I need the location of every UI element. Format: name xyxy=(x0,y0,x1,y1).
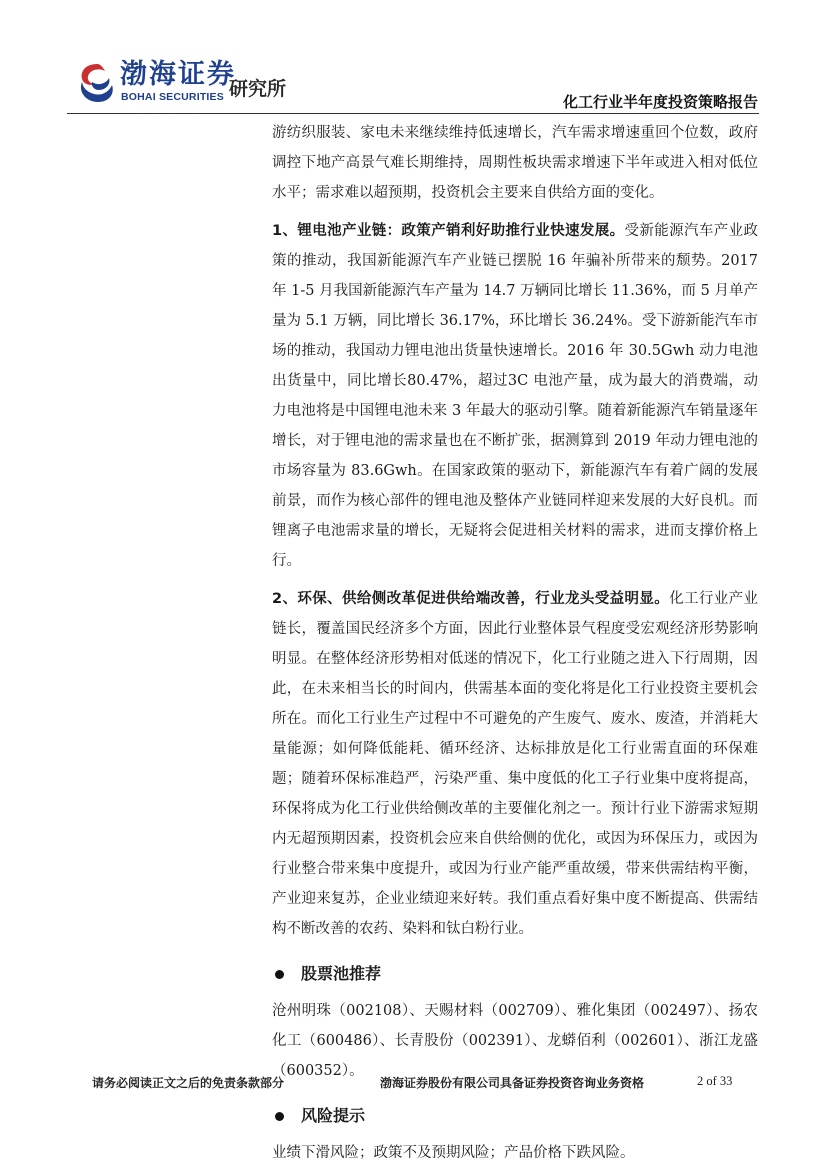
bohai-logo-icon xyxy=(78,62,116,104)
environment-text: 化工行业产业链长，覆盖国民经济多个方面，因此行业整体景气程度受宏观经济形势影响明显。在整体经济形势相对低迷的情况下，化工行业随之进入下行周期，因此，在未来相当长的时间内，供需基本面的变化将是化工行业投资主要机会所在。而化工行业生产过程中不可避免的产生废气、废水、废渣，并消耗大量能源；如何降低能耗、循环经济、达标排放是化工行业需直面的环保难题；随着环保标准趋严，污染严重、集中度低的化工子行业集中度将提高，环保将成为化工行业供给侧改革的主要催化剂之一。预计行业下游需求短期内无超预期因素，投资机会应来自供给侧的优化，或因为环保压力，或因为行业整合带来集中度提升，或因为行业产能严重故缓，带来供需结构平衡，产业迎来复苏，企业业绩迎来好转。我们重点看好集中度不断提高、供需结构不断改善的农药、染料和钛白粉行业。 xyxy=(272,591,759,937)
report-title: 化工行业半年度投资策略报告 xyxy=(562,93,758,111)
bullet-icon xyxy=(275,1112,284,1121)
logo-chinese-name: 渤海证券 xyxy=(120,59,236,90)
lithium-paragraph xyxy=(272,216,758,576)
risk-title: 风险提示 xyxy=(301,1106,366,1125)
risk-text: 业绩下滑风险；政策不及预期风险；产品价格下跌风险。 xyxy=(272,1145,635,1161)
logo-english-name: BOHAI SECURITIES xyxy=(121,91,224,103)
lithium-heading: 1、锂电池产业链：政策产销利好助推行业快速发展。 xyxy=(272,223,625,239)
header-divider xyxy=(67,113,759,114)
stock-pool-title: 股票池推荐 xyxy=(301,964,382,983)
institute-name: 研究所 xyxy=(229,78,287,100)
company-logo xyxy=(78,60,298,108)
footer-qualification: 渤海证券股份有限公司具备证券投资咨询业务资格 xyxy=(380,1076,645,1090)
environment-paragraph xyxy=(272,584,758,944)
bullet-icon xyxy=(275,970,284,979)
main-content xyxy=(272,118,758,1168)
stock-pool-section-header xyxy=(272,960,758,990)
footer-disclaimer: 请务必阅读正文之后的免责条款部分 xyxy=(92,1076,285,1090)
intro-paragraph: 游纺织服装、家电未来继续维持低速增长，汽车需求增速重回个位数，政府调控下地产高景气难长期维持，周期性板块需求增速下半年或进入相对低位水平；需求难以超预期，投资机会主要来自供给方面的变化。 xyxy=(272,125,758,201)
environment-heading: 2、环保、供给侧改革促进供给端改善，行业龙头受益明显。 xyxy=(272,591,670,607)
stock-pool-text: 沧州明珠（002108）、天赐材料（002709）、雅化集团（002497）、扬农化工（600486）、长青股份（002391）、龙蟒佰利（002601）、浙江龙盛（600352）。 xyxy=(272,1003,758,1079)
page-number: 2 of 33 xyxy=(697,1074,733,1088)
lithium-text: 受新能源汽车产业政策的推动，我国新能源汽车产业链已摆脱 16 年骗补所带来的颓势。2017 年 1-5 月我国新能源汽车产量为 14.7 万辆同比增长 11.36%，而 5 月单产量为 5.1 万辆，同比增长 36.17%，环比增长 36.24%。受下游新能汽车市场的推动，我国动力锂电池出货量快速增长。2016 年 30.5Gwh 动力电池出货量中，同比增长80.47%，超过3C 电池产量，成为最大的消费端，动力电池将是中国锂电池未来 3 年最大的驱动引擎。随着新能源汽车销量逐年增长，对于锂电池的需求量也在不断扩张，据测算到 2019 年动力锂电池的市场容量为 83.6Gwh。在国家政策的驱动下，新能源汽车有着广阔的发展前景，而作为核心部件的锂电池及整体产业链同样迎来发展的大好良机。而锂离子电池需求量的增长，无疑将会促进相关材料的需求，进而支撑价格上行。 xyxy=(272,223,759,569)
risk-section-header xyxy=(272,1102,758,1132)
